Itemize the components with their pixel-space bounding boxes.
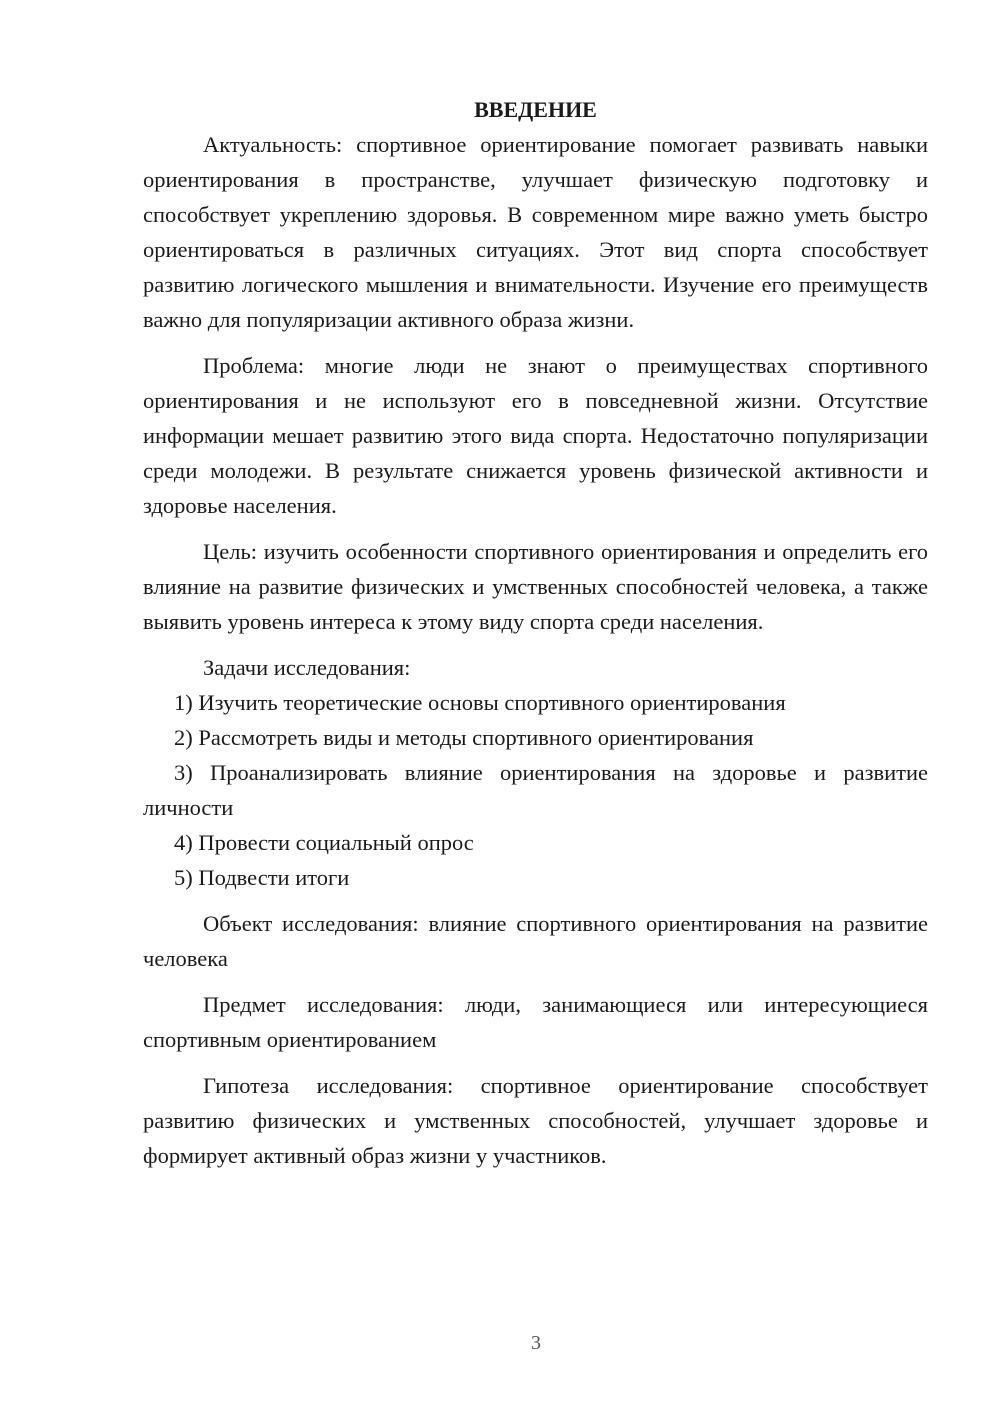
paragraph-goal: Цель: изучить особенности спортивного ориентирования и определить его влияние на развитие физических и умственных способностей человека, а также выявить уровень интереса к этому виду спорта среди населения.: [143, 539, 928, 634]
tasks-heading: Задачи исследования:: [203, 655, 411, 680]
paragraph-problem: Проблема: многие люди не знают о преимуществах спортивного ориентирования и не используют его в повседневной жизни. Отсутствие информации мешает развитию этого вида спорта. Недостаточно популяризации среди молодежи. В результате снижается уровень физической активности и здоровье населения.: [143, 353, 928, 518]
task-item-2: 2) Рассмотреть виды и методы спортивного ориентирования: [174, 725, 754, 750]
section-title: ВВЕДЕНИЕ: [474, 97, 597, 122]
page-number: 3: [531, 1332, 541, 1354]
task-item-5: 5) Подвести итоги: [174, 865, 350, 890]
task-item-4: 4) Провести социальный опрос: [174, 830, 474, 855]
document-page: [143, 92, 928, 1173]
task-item-1: 1) Изучить теоретические основы спортивного ориентирования: [174, 690, 786, 715]
paragraph-object: Объект исследования: влияние спортивного ориентирования на развитие человека: [143, 911, 928, 971]
paragraph-hypothesis: Гипотеза исследования: спортивное ориентирование способствует развитию физических и умственных способностей, улучшает здоровье и формирует активный образ жизни у участников.: [143, 1073, 928, 1168]
paragraph-subject: Предмет исследования: люди, занимающиеся или интересующиеся спортивным ориентированием: [143, 992, 928, 1052]
paragraph-relevance: Актуальность: спортивное ориентирование помогает развивать навыки ориентирования в пространстве, улучшает физическую подготовку и способствует укреплению здоровья. В современном мире важно уметь быстро ориентироваться в различных ситуациях. Этот вид спорта способствует развитию логического мышления и внимательности. Изучение его преимуществ важно для популяризации активного образа жизни.: [143, 132, 928, 332]
task-item-3: 3) Проанализировать влияние ориентирования на здоровье и развитие личности: [143, 760, 928, 820]
